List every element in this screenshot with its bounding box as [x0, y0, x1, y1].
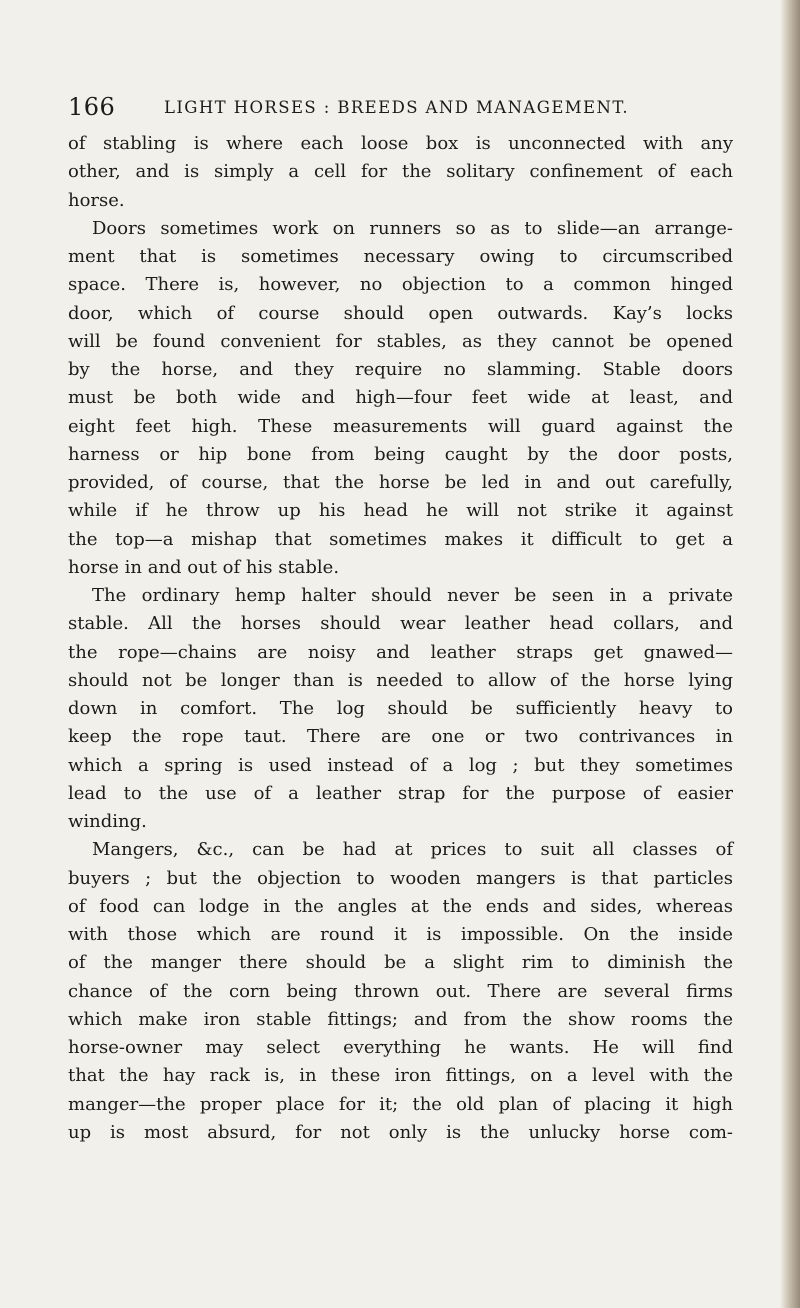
- text-line: keep the rope taut. There are one or two contrivances in: [68, 726, 733, 748]
- text-line: of the manger there should be a slight rim to diminish the: [68, 952, 733, 974]
- text-line: door, which of course should open outwards. Kay’s locks: [68, 302, 733, 324]
- text-line: horse in and out of his stable.: [68, 556, 340, 578]
- text-line: provided, of course, that the horse be led in and out carefully,: [68, 472, 733, 493]
- text-line: up is most absurd, for not only is the unlucky horse com-: [68, 1121, 733, 1143]
- paragraph-first-line: The ordinary hemp halter should never be seen in a private: [92, 585, 733, 606]
- text-line: buyers ; but the objection to wooden mangers is that particles: [68, 867, 733, 889]
- text-line: horse-owner may select everything he wants. He will find: [68, 1037, 733, 1058]
- text-line: stable. All the horses should wear leather head collars, and: [68, 613, 733, 635]
- text-line: chance of the corn being thrown out. There are several firms: [68, 980, 733, 1002]
- text-line: that the hay rack is, in these iron fittings, on a level with the: [68, 1065, 733, 1087]
- text-line: of food can lodge in the angles at the ends and sides, whereas: [68, 895, 733, 917]
- text-line: the top—a mishap that sometimes makes it difficult to get a: [68, 528, 733, 550]
- text-line: will be found convenient for stables, as they cannot be opened: [68, 330, 733, 352]
- text-line: the rope—chains are noisy and leather straps get gnawed—: [68, 641, 733, 663]
- text-line: lead to the use of a leather strap for the purpose of easier: [68, 782, 733, 804]
- text-line: harness or hip bone from being caught by the door posts,: [68, 443, 733, 465]
- text-line: should not be longer than is needed to allow of the horse lying: [68, 669, 733, 691]
- paragraph-first-line: Mangers, &c., can be had at prices to suit all classes of: [92, 839, 733, 861]
- text-line: eight feet high. These measurements will guard against the: [68, 415, 733, 437]
- text-line: which make iron stable fittings; and from the show rooms the: [68, 1008, 733, 1030]
- text-line: while if he throw up his head he will not strike it against: [68, 500, 733, 522]
- text-line: which a spring is used instead of a log ; but they sometimes: [68, 754, 733, 776]
- page-edge-shadow: [780, 0, 800, 1308]
- page-number: 166: [68, 93, 116, 121]
- text-line: ment that is sometimes necessary owing to circumscribed: [68, 246, 733, 267]
- text-line: with those which are round it is impossible. On the inside: [68, 924, 733, 945]
- text-line: must be both wide and high—four feet wide at least, and: [68, 387, 733, 409]
- running-head-title: LIGHT HORSES : BREEDS AND MANAGEMENT.: [164, 98, 629, 117]
- text-line: other, and is simply a cell for the solitary confinement of each: [68, 161, 733, 183]
- text-line: horse.: [68, 189, 125, 211]
- text-line: down in comfort. The log should be sufficiently heavy to: [68, 698, 733, 719]
- text-line: space. There is, however, no objection to a common hinged: [68, 274, 733, 296]
- text-line: manger—the proper place for it; the old plan of placing it high: [68, 1093, 733, 1115]
- text-line: by the horse, and they require no slamming. Stable doors: [68, 359, 733, 380]
- paragraph-first-line: Doors sometimes work on runners so as to slide—an arrange-: [92, 217, 733, 239]
- running-head: [68, 92, 718, 122]
- body-text: [68, 130, 733, 1147]
- text-line: winding.: [68, 811, 147, 832]
- text-line: of stabling is where each loose box is unconnected with any: [68, 133, 733, 154]
